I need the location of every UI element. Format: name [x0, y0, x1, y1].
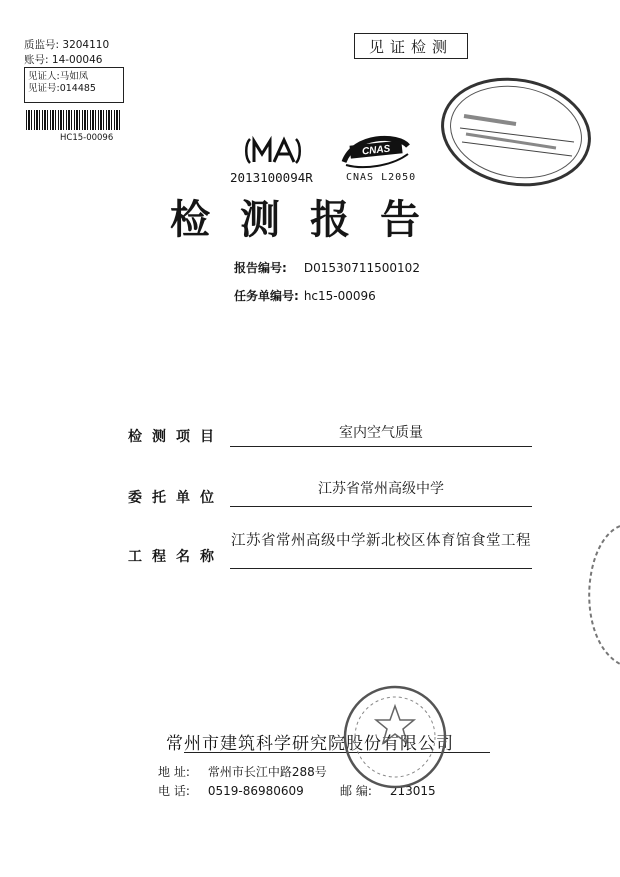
address-label: 地 址:	[158, 765, 190, 779]
task-number-row	[234, 287, 376, 304]
postcode: 213015	[389, 784, 436, 798]
cnas-code: CNAS L2050	[346, 172, 417, 183]
test-item-value: 室内空气质量	[339, 425, 423, 441]
task-number-label: 任务单编号:	[234, 289, 299, 303]
phone-label: 电 话:	[158, 784, 190, 798]
client-label: 委托单位	[128, 490, 224, 506]
cma-logo-icon	[244, 134, 302, 168]
postcode-label: 邮 编:	[340, 784, 372, 798]
project-underline	[230, 568, 532, 569]
witness-cert-label: 见证号:	[28, 83, 60, 94]
phone-row	[158, 782, 304, 799]
address-row	[158, 763, 327, 780]
quality-supervision-row	[24, 38, 109, 52]
witness-cert-number: 014485	[59, 83, 96, 94]
witness-test-stamp-box: 见证检测	[354, 33, 468, 59]
cnas-logo-icon	[340, 132, 412, 170]
quality-supervision-number: 3204110	[62, 39, 110, 51]
address: 常州市长江中路288号	[207, 765, 327, 779]
account-label: 账号:	[24, 54, 49, 66]
task-number: hc15-00096	[303, 289, 376, 303]
quality-supervision-label: 质监号:	[24, 39, 60, 51]
barcode-text: HC15-00096	[60, 133, 114, 143]
project-label: 工程名称	[128, 549, 224, 565]
report-number-row	[234, 259, 420, 276]
client-value: 江苏省常州高级中学	[318, 481, 444, 497]
client-underline	[230, 506, 532, 507]
phone: 0519-86980609	[207, 784, 304, 798]
witness-info-box	[24, 67, 124, 103]
report-number-label: 报告编号:	[234, 261, 287, 275]
company-name: 常州市建筑科学研究院股份有限公司	[166, 734, 454, 754]
project-value: 江苏省常州高级中学新北校区体育馆食堂工程	[231, 533, 531, 549]
inspection-seal-icon	[436, 70, 596, 190]
witness-label: 见证人:	[28, 71, 60, 82]
account-number: 14-00046	[51, 54, 103, 66]
barcode	[26, 110, 122, 130]
account-row	[24, 53, 102, 67]
report-title: 检测报告	[170, 196, 450, 243]
test-item-label: 检测项目	[128, 429, 224, 445]
report-number: D01530711500102	[303, 261, 420, 275]
witness-name: 马如凤	[59, 71, 89, 82]
edge-seal-icon	[566, 520, 620, 670]
svg-text:CNAS: CNAS	[361, 143, 391, 158]
company-seal-icon	[340, 682, 450, 792]
cma-code: 2013100094R	[230, 170, 313, 185]
test-item-underline	[230, 446, 532, 447]
